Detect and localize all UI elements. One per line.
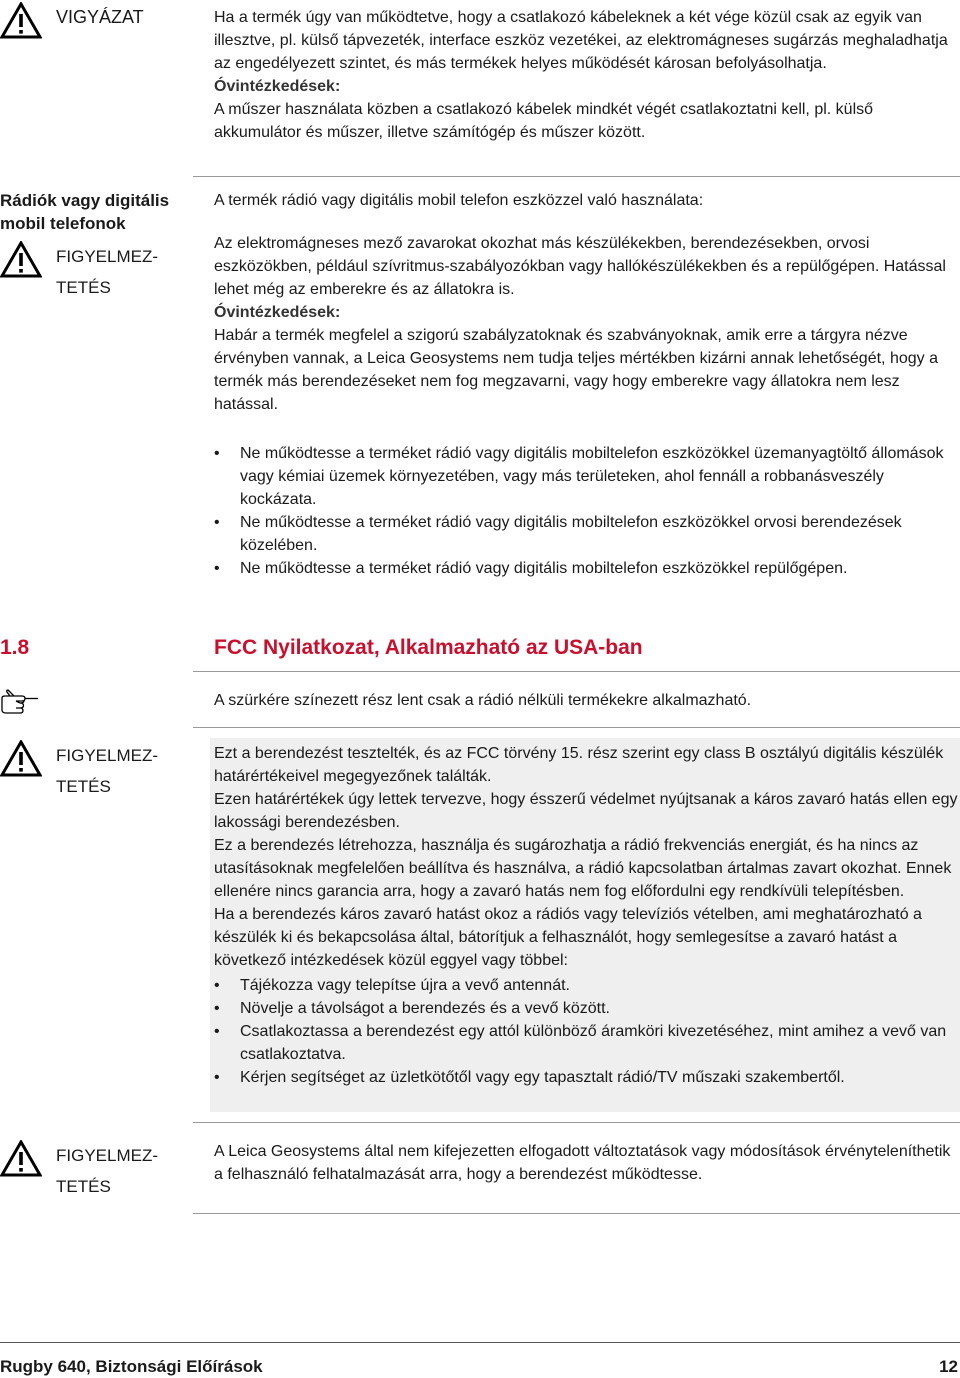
caution-paragraph: Ha a termék úgy van működtetve, hogy a csatlakozó kábeleknek a két vége közül csak az egyik van illesztve, pl. külső tápvezeték, interface eszköz vezetékei, az elektromágneses sugárzás meghaladhatja az engedélyezett szintet, és más termékek helyes működését károsan befolyásolhatja. (214, 9, 948, 72)
warning-triangle-icon (0, 2, 42, 39)
section-number: 1.8 (0, 636, 30, 659)
footer-rule (0, 1342, 960, 1343)
list-item: • Ne működtesse a terméket rádió vagy digitális mobiltelefon eszközökkel orvosi berendezések közelében. (214, 511, 958, 557)
section-divider (193, 671, 960, 672)
radio-intro: A termék rádió vagy digitális mobil telefon eszközzel való használata: (214, 192, 704, 209)
warning-triangle-icon (0, 241, 42, 278)
modification-paragraph: A Leica Geosystems által nem kifejezetten elfogadott változtatások vagy módosítások érvényteleníthetik a felhasználó felhatalmazását arra, hogy a berendezést működtesse. (214, 1143, 951, 1183)
section-divider (193, 1213, 960, 1214)
radio-warning-label-group (0, 189, 190, 303)
fcc-paragraph-2: Ezen határértékek úgy lettek tervezve, hogy ésszerű védelmet nyújtsanak a káros zavaró hatás ellen egy lakossági berendezésben. (214, 791, 958, 831)
warning-triangle-icon (0, 740, 42, 777)
section-divider (193, 1122, 960, 1123)
fcc-paragraph-3: Ez a berendezés létrehozza, használja és sugározhatja a rádió frekvenciás energiát, és ha nincs az utasításoknak megfelelően beállítva és használva, a rádió kapcsolatban ártalmas zavart okozhat. Ennek ellenére nincs garancia arra, hogy a zavaró hatás nem fog előfordulni egy rendkívüli telepítésben. (214, 837, 952, 900)
list-item: • Kérjen segítséget az üzletkötőtől vagy egy tapasztalt rádió/TV műszaki szakembertől. (214, 1066, 958, 1089)
warning-label-line2: TETÉS (56, 777, 111, 796)
fcc-bullet-list (214, 974, 958, 1089)
precaution-paragraph: Habár a termék megfelel a szigorú szabályzatoknak és szabványoknak, amik erre a tárgyra nézve érvényben vannak, a Leica Geosystems nem tudja teljes mértékben kizárni annak lehetőségét, hogy a termék más berendezéseket nem fog megzavarni, vagy hogy emberekre vagy állatokra nem lesz hatással. (214, 327, 938, 413)
fcc-warning-label-group (0, 740, 190, 802)
precaution-paragraph: A műszer használata közben a csatlakozó kábelek mindkét végét csatlakoztatni kell, pl. külső akkumulátor és műszer, illetve számítógép és műszer között. (214, 101, 874, 141)
list-item: • Növelje a távolságot a berendezés és a vevő között. (214, 997, 958, 1020)
precaution-heading: Óvintézkedések: (214, 78, 341, 95)
page-number: 12 (939, 1357, 958, 1376)
fcc-paragraph-4: Ha a berendezés káros zavaró hatást okoz a rádiós vagy televíziós vételben, ami meghatározható a készülék ki és bekapcsolása által, bátorítjuk a felhasználót, hogy semlegesítse a zavaró hatást a következő intézkedések közül eggyel vagy többel: (214, 906, 922, 969)
list-item: • Tájékozza vagy telepítse újra a vevő antennát. (214, 974, 958, 997)
radio-warning-body (214, 189, 958, 580)
pointing-hand-icon (0, 688, 40, 716)
warning-label-line1: FIGYELMEZ- (56, 1146, 159, 1165)
warning-label-line1: FIGYELMEZ- (56, 247, 159, 266)
footer-document-title: Rugby 640, Biztonsági Előírások (0, 1357, 263, 1376)
caution-label-group (0, 2, 190, 39)
precaution-heading: Óvintézkedések: (214, 304, 341, 321)
section-divider (193, 176, 960, 177)
fcc-paragraph-1: Ezt a berendezést tesztelték, és az FCC törvény 15. rész szerint egy class B osztályú digitális készülék határértékeivel megegyezőnek találták. (214, 745, 944, 785)
radio-bullet-list (214, 442, 958, 580)
list-item: • Csatlakoztassa a berendezést egy attól különböző áramköri kivezetéséhez, mint amihez a vevő van csatlakoztatva. (214, 1020, 958, 1066)
note-label-group (0, 688, 190, 723)
warning-label-line1: FIGYELMEZ- (56, 746, 159, 765)
list-item: • Ne működtesse a terméket rádió vagy digitális mobiltelefon eszközökkel üzemanyagtöltő állomások vagy kémiai üzemek környezetében, vagy más területeken, ahol fennáll a robbanásveszély kockázata. (214, 442, 958, 511)
radio-paragraph: Az elektromágneses mező zavarokat okozhat más készülékekben, berendezésekben, orvosi eszközökben, például szívritmus-szabályozókban vagy hallókészülékekben és a repülőgépen. Hatással lehet még az emberekre és az állatokra is. (214, 235, 946, 298)
section-title: FCC Nyilatkozat, Alkalmazható az USA-ban (214, 636, 643, 659)
caution-body (214, 6, 958, 144)
warning-triangle-icon (0, 1140, 42, 1177)
modification-warning-body (214, 1140, 958, 1186)
caution-label: VIGYÁZAT (56, 7, 144, 27)
list-item: • Ne működtesse a terméket rádió vagy digitális mobiltelefon eszközökkel repülőgépen. (214, 557, 958, 580)
note-body (214, 689, 958, 712)
section-divider (193, 727, 960, 728)
fcc-warning-body (214, 742, 958, 1089)
note-text: A szürkére színezett rész lent csak a rádió nélküli termékekre alkalmazható. (214, 692, 752, 709)
radio-side-title: Rádiók vagy digitális mobil telefonok (0, 191, 170, 233)
modification-warning-label-group (0, 1140, 190, 1202)
warning-label-line2: TETÉS (56, 278, 111, 297)
warning-label-line2: TETÉS (56, 1177, 111, 1196)
